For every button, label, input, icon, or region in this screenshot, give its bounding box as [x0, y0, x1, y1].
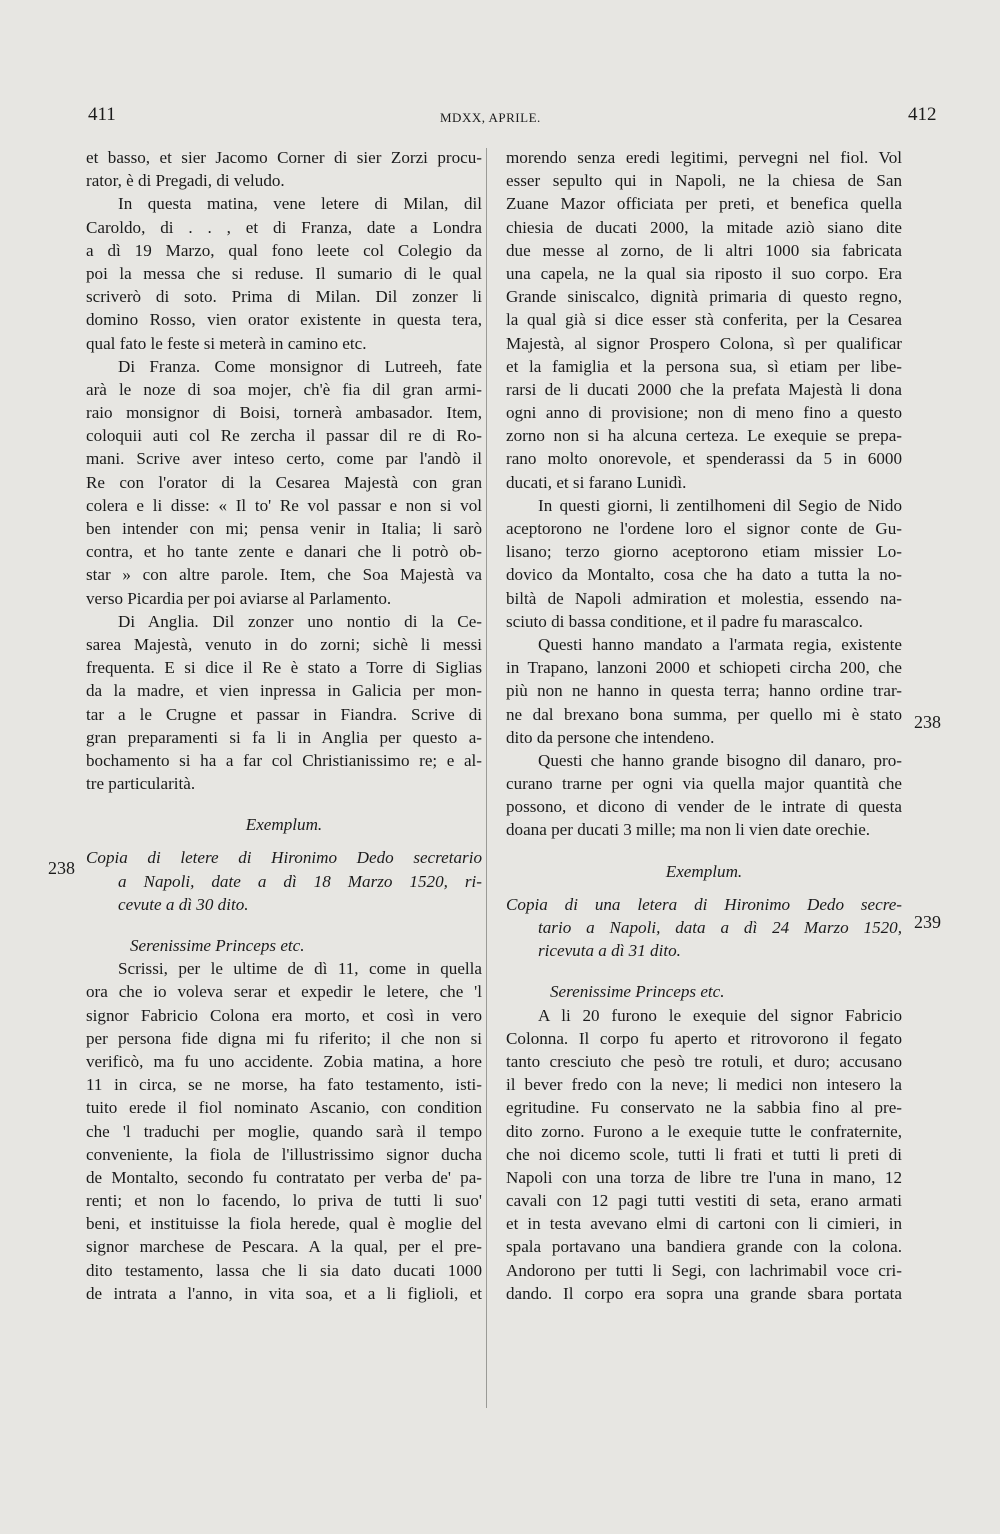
text-line: ogni anno di provisione; non di meno fino a questo [506, 403, 902, 423]
text-line: che 'l traduchi per moglie, quando sarà il tempo [86, 1121, 482, 1141]
text-line: per persona fide digna mi fu riferito; il che non si [86, 1028, 482, 1048]
letter-body-right [506, 1004, 902, 1305]
text-line: sarea Majestà, venuto in do zorni; sichè li messi [86, 634, 482, 654]
text-line: gran preparamenti si fa li in Anglia per questo a- [86, 727, 482, 747]
text-line: tuito erede il fiol nominato Ascanio, con condition [86, 1098, 482, 1118]
text-line: arà le noze di soa mojer, ch'è fia dil gran armi- [86, 379, 482, 399]
text-line: bochamento si ha a far col Christianissimo re; e al- [86, 750, 482, 770]
text-line: zorno non si ha alcuna certeza. Le exequie se prepa- [506, 426, 902, 446]
text-line: in Trapano, lanzoni 2000 et schiopeti circha 200, che [506, 658, 902, 678]
text-line: a Napoli, date a dì 18 Marzo 1520, ri- [118, 871, 482, 891]
text-line: signor marchese de Pescara. A la qual, per el pre- [86, 1237, 482, 1257]
text-line: Re con l'orator di la Cesarea Majestà con gran [86, 472, 482, 492]
text-line: Copia di letere di Hironimo Dedo secretario [86, 848, 482, 868]
text-line: Copia di una letera di Hironimo Dedo secre- [506, 894, 902, 914]
text-line: dito testamento, lassa che li sia dato ducati 1000 [86, 1260, 482, 1280]
column-divider [486, 148, 487, 1408]
text-line: frequenta. E si dice il Re è stato a Torre di Siglias [86, 658, 482, 678]
text-line: esser sepulto qui in Napoli, ne la chiesa de San [506, 171, 902, 191]
text-line: et basso, et sier Jacomo Corner di sier Zorzi procu- [86, 148, 482, 167]
text-line: due messe al zorno, de li altri 1000 sia fabricata [506, 240, 902, 260]
text-line: che noi dicemo scole, tutti li frati et tutti li preti di [506, 1144, 902, 1164]
text-line: 11 in circa, se ne morse, ha fato testamento, isti- [86, 1075, 482, 1095]
text-line: tanto cresciuto che pesò tre rotuli, et duro; accusano [506, 1051, 902, 1071]
text-line: Andorono per tutti li Segi, con lachrimabil voce cri- [506, 1260, 902, 1280]
text-line: più non ne hanno in questa terra; hanno ordine trar- [506, 681, 902, 701]
page-number-left: 411 [88, 104, 116, 125]
text-line: Colonna. Il corpo fu aperto et ritrovorono il fegato [506, 1028, 902, 1048]
text-line: dando. Il corpo era sopra una grande sbara portata [506, 1283, 902, 1303]
text-line: verso Picardia per poi aviarse al Parlamento. [86, 588, 392, 608]
text-line: da la madre, et vien inpressa in Galicia per mon- [86, 681, 482, 701]
text-line: contra, et ho tante zente e danari che li potrò ob- [86, 542, 482, 562]
right-text-block [506, 146, 902, 842]
text-line: Questi hanno mandato a l'armata regia, existente [538, 634, 902, 654]
text-line: Di Anglia. Dil zonzer uno nontio di la Ce- [118, 611, 482, 631]
text-line: egritudine. Fu conservato ne la sabbia fino al pre- [506, 1098, 902, 1118]
exemplum-heading-right: Exemplum. [665, 861, 743, 881]
text-line: dito da persone che intendeno. [506, 727, 715, 747]
text-line: morendo senza eredi legitimi, pervegni nel fiol. Vol [506, 148, 902, 167]
text-line: raio monsignor di Boisi, tornerà ambasador. Item, [86, 403, 482, 423]
text-line: scriverò di soto. Prima di Milan. Dil zonzer li [86, 287, 482, 307]
salutation-right: Serenissime Princeps etc. [550, 982, 725, 1002]
text-line: lisano; terzo giorno aceptorono etiam missier Lo- [506, 542, 902, 562]
text-line: Grande siniscalco, dignità primaria di questo regno, [506, 287, 902, 307]
text-line: rano molto onorevole, et spenderassi da 5 in 6000 [506, 449, 902, 469]
running-header: MDXX, APRILE. [440, 110, 541, 125]
text-line: Zuane Mazor officiata per preti, et benefica quella [506, 194, 902, 214]
margin-number-left: 238 [48, 858, 75, 878]
text-line: signor Fabricio Colona era morto, et così in vero [86, 1005, 482, 1025]
text-line: beni, et instituisse la fiola herede, qual è moglie del [86, 1214, 482, 1234]
text-line: una capela, ne la qual sia riposto il suo corpo. Era [506, 263, 902, 283]
text-line: tre particularità. [86, 774, 196, 794]
letter-body-left [86, 957, 482, 1305]
text-line: sciuto di bassa conditione, et il padre fu marascalco. [506, 611, 863, 631]
text-line: A li 20 furono le exequie del signor Fabricio [538, 1005, 902, 1025]
right-column [506, 146, 902, 1305]
margin-number-right-239: 239 [914, 912, 941, 932]
text-line: Scrissi, per le ultime de dì 11, come in quella [118, 959, 482, 979]
text-line: domino Rosso, vien orator existente in questa tera, [86, 310, 482, 330]
text-line: possono, et dicono di vender de le intrate di questa [506, 797, 902, 817]
text-line: qual fato le feste si meterà in camino etc. [86, 333, 367, 353]
text-line: a dì 19 Marzo, qual fono leete col Colegio da [86, 240, 482, 260]
text-line: conveniente, la fiola de l'illustrissimo signor ducha [86, 1144, 482, 1164]
text-line: ben intender con mi; pensa venir in Italia; li sarò [86, 519, 482, 538]
text-line: Caroldo, di . . , et di Franza, date a Londra [86, 217, 482, 237]
text-line: rator, è di Pregadi, di veludo. [86, 171, 285, 191]
text-line: verificò, ma fu uno accidente. Zobia matina, a hore [86, 1051, 482, 1071]
text-line: de intrata a l'anno, in vita soa, et a li figlioli, et [86, 1283, 482, 1303]
text-line: et la famiglia et la persona sua, sì etiam per libe- [506, 356, 902, 376]
text-line: Di Franza. Come monsignor di Lutreeh, fate [118, 356, 482, 376]
text-line: tar a le Crugne et passar in Fiandra. Scrive di [86, 704, 482, 724]
text-line: biltà de Napoli admiration et molestia, essendo na- [506, 588, 902, 608]
left-column [86, 146, 482, 1305]
margin-number-right-238: 238 [914, 712, 941, 732]
copia-heading-right [506, 893, 902, 963]
exemplum-heading-left: Exemplum. [245, 815, 323, 835]
text-line: Questi che hanno grande bisogno dil danaro, pro- [538, 750, 902, 770]
text-line: poi la messa che si reduse. Il sumario di le qual [86, 263, 482, 283]
text-line: spala portavano una bandiera grande con la colona. [506, 1237, 902, 1257]
text-line: star » con altre parole. Item, che Soa Majestà va [86, 565, 482, 585]
salutation-left: Serenissime Princeps etc. [130, 936, 305, 955]
text-line: cavali con 12 pagi tutti vestiti di seta, erano armati [506, 1191, 902, 1211]
text-line: dovico da Montalto, cosa che ha dato a tutta la no- [506, 565, 902, 585]
text-line: rarsi de li ducati 2000 che la prefata Majestà li dona [506, 379, 902, 399]
text-line: Napoli con una torza de libre tre l'una in mano, 12 [506, 1167, 902, 1187]
text-line: curano trarne per ogni via quella major quantità che [506, 774, 902, 794]
left-text-block [86, 146, 482, 795]
text-line: ora che io voleva serar et expedir le letere, che 'l [86, 982, 482, 1002]
text-line: tario a Napoli, data a dì 24 Marzo 1520, [538, 918, 902, 937]
text-line: cevute a dì 30 dito. [118, 894, 249, 914]
text-line: il bever fredo con la neve; li medici non intesero la [506, 1075, 902, 1095]
text-line: ricevuta a dì 31 dito. [538, 941, 681, 961]
text-line: In questi giorni, li zentilhomeni dil Segio de Nido [538, 495, 902, 515]
text-line: Majestà, al signor Prospero Colona, sì per qualificar [506, 333, 902, 353]
text-line: de Montalto, secondo fu contratato per verba de' pa- [86, 1167, 482, 1187]
text-line: ne dal brexano bona summa, per quello mi è stato [506, 704, 902, 724]
text-line: la qual già si dice esser stà conferita, per la Cesarea [506, 310, 902, 330]
text-line: colera e li disse: « Il to' Re vol passar e non si vol [86, 495, 482, 515]
text-line: dito zorno. Furono a le exequie tutte le confraternite, [506, 1121, 902, 1141]
text-line: chiesia de ducati 2000, la mitade aziò siano dite [506, 217, 902, 237]
text-line: et in testa avevano elmi di cartoni con li cimieri, in [506, 1214, 902, 1234]
text-line: coloquii auti col Re zercha il passar dil re di Ro- [86, 426, 482, 446]
text-line: ducati, et si farano Lunidì. [506, 472, 687, 492]
text-line: In questa matina, vene letere di Milan, dil [118, 194, 482, 214]
text-line: aceptorono ne l'ordene loro el signor conte de Gu- [506, 519, 902, 538]
copia-heading-left [86, 846, 482, 916]
text-line: doana per ducati 3 mille; ma non li vien date orechie. [506, 820, 871, 840]
page-number-right: 412 [908, 104, 937, 125]
text-line: mani. Scrive aver inteso certo, come par l'andò il [86, 449, 482, 469]
text-line: renti; et non lo facendo, lo priva de tutti li suo' [86, 1191, 482, 1211]
